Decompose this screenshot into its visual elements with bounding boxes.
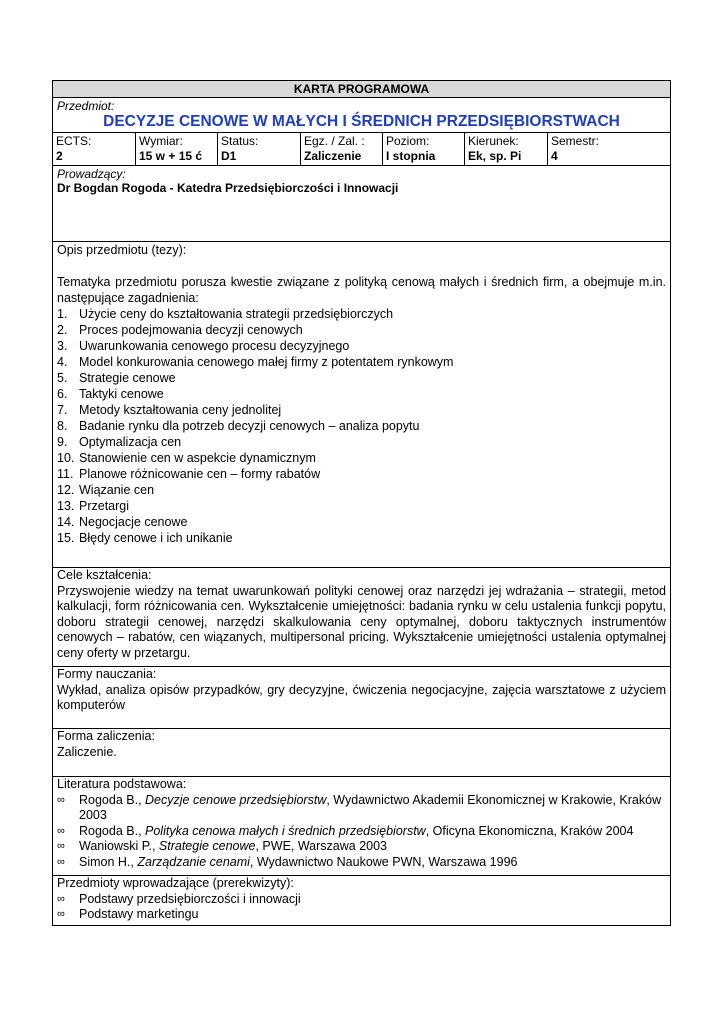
list-item: 14. Negocjacje cenowe <box>57 515 188 529</box>
meta-label: Poziom: <box>386 134 430 148</box>
description-label: Opis przedmiotu (tezy): <box>57 243 187 257</box>
goals-text: Przyswojenie wiedzy na temat uwarunkowań polityki cenowej oraz narzędzi jej wdrażania – strategii, metod kalkulacji, form różnicowania cen. Wykształcenie umiejętności: badania rynku w celu ustalenia funkcji popytu, doboru strategii cenowej, narzędzi skalkulowania ceny optymalnej, doboru taktycznych instrumentów cenowych – rabatów, cen wiązanych, multipersonal pricing. Wykształcenie umiejętności ustalenia optymalnej ceny oferty w przetargu. <box>57 583 666 660</box>
description-intro: Tematyka przedmiotu porusza kwestie związane z polityką cenową małych i średnich firm, a obejmuje m.in. następujące zagadnienia: <box>57 275 666 305</box>
program-card <box>52 80 671 926</box>
list-item: ∞ Podstawy przedsiębiorczości i innowacji <box>57 891 301 906</box>
forms-label: Formy nauczania: <box>57 667 157 681</box>
list-item: ∞ Waniowski P., Strategie cenowe, PWE, Warszawa 2003 <box>57 839 388 854</box>
meta-value: 2 <box>56 149 63 163</box>
infinity-bullet-icon: ∞ <box>57 824 65 837</box>
prerequisites-list <box>57 892 666 923</box>
description-section <box>53 242 670 568</box>
infinity-bullet-icon: ∞ <box>57 892 65 905</box>
meta-value: 15 w + 15 ć <box>139 149 203 163</box>
meta-value: Ek, sp. Pi <box>468 149 522 163</box>
goals-section <box>53 568 670 667</box>
topics-list <box>57 306 666 546</box>
meta-value: I stopnia <box>386 149 436 163</box>
list-item: 3. Uwarunkowania cenowego procesu decyzyjnego <box>57 339 350 353</box>
meta-status <box>218 133 301 165</box>
forms-section <box>53 667 670 729</box>
meta-label: Semestr: <box>551 134 600 148</box>
list-item: 7. Metody kształtowania ceny jednolitej <box>57 403 282 417</box>
meta-value: 4 <box>551 149 558 163</box>
credit-text: Zaliczenie. <box>57 744 117 759</box>
goals-label: Cele kształcenia: <box>57 568 152 582</box>
credit-label: Forma zaliczenia: <box>57 729 155 743</box>
list-item: 2. Proces podejmowania decyzji cenowych <box>57 323 303 337</box>
infinity-bullet-icon: ∞ <box>57 908 65 921</box>
list-item: 1. Użycie ceny do kształtowania strategii przedsiębiorczych <box>57 307 394 321</box>
prerequisites-section <box>53 876 670 925</box>
lecturer-section <box>53 166 670 242</box>
list-item: 5. Strategie cenowe <box>57 371 176 385</box>
meta-wymiar <box>136 133 218 165</box>
prerequisites-label: Przedmioty wprowadzające (prerekwizyty): <box>57 876 294 890</box>
meta-value: D1 <box>221 149 237 163</box>
infinity-bullet-icon: ∞ <box>57 855 65 868</box>
list-item: 10. Stanowienie cen w aspekcie dynamicznym <box>57 451 316 465</box>
list-item: ∞ Podstawy marketingu <box>57 907 199 922</box>
forms-text: Wykład, analiza opisów przypadków, gry decyzyjne, ćwiczenia negocjacyjne, zajęcia warsztatowe z użyciem komputerów <box>57 682 666 713</box>
subject-section <box>53 98 670 133</box>
literature-list <box>57 793 666 871</box>
lecturer-label: Prowadzący: <box>57 167 126 181</box>
card-header: KARTA PROGRAMOWA <box>53 81 670 98</box>
meta-egz-zal <box>301 133 383 165</box>
list-item: 13. Przetargi <box>57 499 130 513</box>
list-item: 8. Badanie rynku dla potrzeb decyzji cenowych – analiza popytu <box>57 419 420 433</box>
list-item: ∞ Simon H., Zarządzanie cenami, Wydawnictwo Naukowe PWN, Warszawa 1996 <box>57 854 518 869</box>
meta-kierunek <box>465 133 548 165</box>
infinity-bullet-icon: ∞ <box>57 793 65 806</box>
list-item: 9. Optymalizacja cen <box>57 435 182 449</box>
meta-label: Wymiar: <box>139 134 183 148</box>
meta-label: Egz. / Zal. : <box>304 134 365 148</box>
subject-label: Przedmiot: <box>57 99 115 113</box>
literature-section <box>53 777 670 876</box>
literature-label: Literatura podstawowa: <box>57 777 187 791</box>
meta-row <box>53 133 670 166</box>
list-item: 4. Model konkurowania cenowego małej firmy z potentatem rynkowym <box>57 355 454 369</box>
meta-ects <box>53 133 136 165</box>
meta-label: Status: <box>221 134 259 148</box>
list-item: 12. Wiązanie cen <box>57 483 155 497</box>
meta-value: Zaliczenie <box>304 149 362 163</box>
meta-poziom <box>383 133 465 165</box>
list-item: 15. Błędy cenowe i ich unikanie <box>57 531 233 545</box>
list-item: 11. Planowe różnicowanie cen – formy rabatów <box>57 467 321 481</box>
list-item: ∞ Rogoda B., Polityka cenowa małych i średnich przedsiębiorstw, Oficyna Ekonomiczna, Kraków 2004 <box>57 823 634 838</box>
meta-label: ECTS: <box>56 134 92 148</box>
list-item: 6. Taktyki cenowe <box>57 387 164 401</box>
list-item: ∞ Rogoda B., Decyzje cenowe przedsiębiorstw, Wydawnictwo Akademii Ekonomicznej w Krakowie, Kraków 2003 <box>57 792 662 823</box>
meta-label: Kierunek: <box>468 134 519 148</box>
credit-section <box>53 729 670 777</box>
lecturer-name: Dr Bogdan Rogoda - Katedra Przedsiębiorczości i Innowacji <box>57 181 399 195</box>
meta-semestr <box>548 133 670 165</box>
infinity-bullet-icon: ∞ <box>57 840 65 853</box>
subject-title: DECYZJE CENOWE W MAŁYCH I ŚREDNICH PRZEDSIĘBIORSTWACH <box>103 113 620 130</box>
